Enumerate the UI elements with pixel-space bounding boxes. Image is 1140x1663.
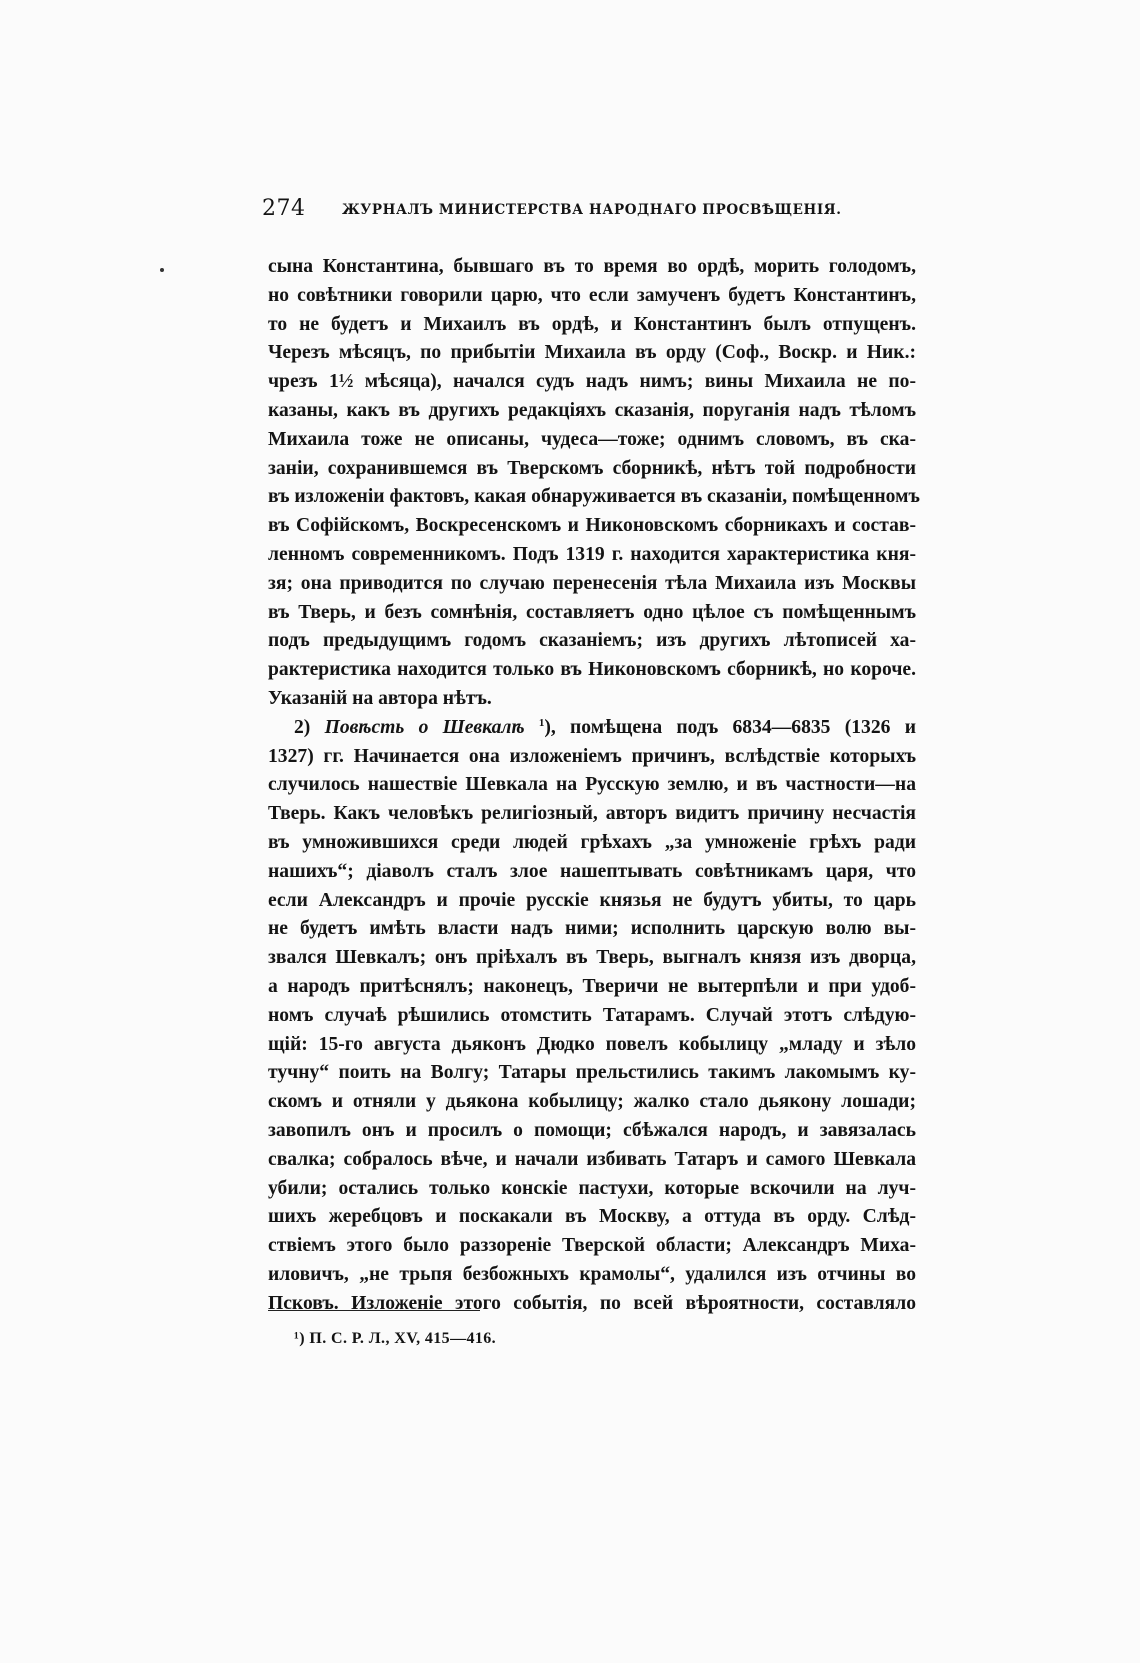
text-line: Псковъ. Изложеніе этого событія, по всей вѣроятности, составляло (268, 1292, 916, 1314)
text-line: убили; остались только конскіе пастухи, которые вскочили на луч- (268, 1177, 916, 1199)
text-line: сына Константина, бывшаго въ то время во ордѣ, морить голодомъ, (268, 256, 916, 277)
text-line: случилось нашествіе Шевкала на Русскую землю, и въ частности—на (268, 774, 916, 796)
page-number: 274 (262, 196, 306, 221)
text-line: въ изложеніи фактовъ, какая обнаруживается въ сказаніи, помѣщенномъ (268, 486, 920, 508)
text-line: зя; она приводится по случаю перенесенія тѣла Михаила изъ Москвы (268, 572, 916, 594)
text-line: тучну“ поить на Волгу; Татары прельстились такимъ лакомымъ ку- (268, 1062, 916, 1084)
text-line: свалка; собралось вѣче, и начали избивать Татаръ и самого Шевкала (268, 1148, 916, 1170)
body-text (268, 253, 920, 1318)
text-line: иловичъ, „не трьпя безбожныхъ крамолы“, удалился изъ отчины во (268, 1263, 916, 1285)
footnote (294, 1330, 496, 1348)
footnote-reference[interactable]: 1 (538, 716, 545, 729)
footnote-divider (268, 1310, 480, 1311)
page-header (262, 196, 912, 230)
footnote-mark: ¹) (294, 1330, 305, 1347)
text-line: подъ предыдущимъ годомъ сказаніемъ; изъ другихъ лѣтописей ха- (268, 630, 916, 652)
text-line: чрезъ 1½ мѣсяца), начался судъ надъ нимъ; вины Михаила не по- (268, 371, 916, 393)
footnote-text: П. С. Р. Л., XV, 415—416. (309, 1330, 497, 1347)
text-line: Указаній на автора нѣтъ. (268, 687, 492, 709)
text-line: звался Шевкалъ; онъ пріѣхалъ въ Тверь, выгналъ князя изъ дворца, (268, 947, 916, 969)
text-line: номъ случаѣ рѣшились отомстить Татарамъ. Случай этотъ слѣдую- (268, 1004, 916, 1026)
text-line: если Александръ и прочіе русскіе князья не будутъ убиты, то царь (268, 889, 916, 911)
item-2-first-line (268, 714, 916, 743)
text-line: то не будетъ и Михаилъ въ ордѣ, и Константинъ былъ отпущенъ. (268, 313, 916, 335)
text-line: ствіемъ этого было раззореніе Тверской области; Александръ Миха- (268, 1235, 916, 1257)
text-line: завопилъ онъ и просилъ о помощи; сбѣжался народъ, и завязалась (268, 1119, 916, 1141)
item-2-number: 2) (294, 716, 311, 738)
text-line: въ Тверь, и безъ сомнѣнія, составляетъ одно цѣлое съ помѣщеннымъ (268, 601, 916, 623)
text-line: въ Софійскомъ, Воскресенскомъ и Никоновскомъ сборникахъ и состав- (268, 515, 916, 537)
text-line: рактеристика находится только въ Никоновскомъ сборникѣ, но короче. (268, 659, 916, 681)
text-line: но совѣтники говорили царю, что если замученъ будетъ Константинъ, (268, 284, 916, 306)
text-line: ленномъ современникомъ. Подъ 1319 г. находится характеристика кня- (268, 543, 916, 565)
text-line: Тверь. Какъ человѣкъ религіозный, авторъ видитъ причину несчастія (268, 803, 916, 825)
text-line: Михаила тоже не описаны, чудеса—тоже; однимъ словомъ, въ ска- (268, 428, 916, 450)
text-line: а народъ притѣснялъ; наконецъ, Тверичи не вытерпѣли и при удоб- (268, 975, 916, 997)
text-line: щій: 15-го августа дьяконъ Дюдко повелъ кобылицу „младу и зѣло (268, 1033, 916, 1055)
text-line: казаны, какъ въ другихъ редакціяхъ сказанія, поруганія надъ тѣломъ (268, 399, 916, 421)
text-line: скомъ и отняли у дьякона кобылицу; жалко стало дьякону лошади; (268, 1091, 916, 1113)
text-line: шихъ жеребцовъ и поскакали въ Москву, а оттуда въ орду. Слѣд- (268, 1206, 916, 1228)
text-line: въ умножившихся среди людей грѣхахъ „за умноженіе грѣхъ ради (268, 831, 916, 853)
text-line: не будетъ имѣть власти надъ ними; исполнить царскую волю вы- (268, 918, 916, 940)
text-line: Черезъ мѣсяцъ, по прибытіи Михаила въ орду (Соф., Воскр. и Ник.: (268, 342, 916, 364)
text-line: 1327) гг. Начинается она изложеніемъ причинъ, вслѣдствіе которыхъ (268, 745, 916, 767)
item-2-first-line-rest: ), помѣщена подъ 6834—6835 (1326 и (544, 716, 916, 738)
text-line: нашихъ“; діаволъ сталъ злое нашептывать совѣтникамъ царя, что (268, 860, 916, 882)
text-line: заніи, сохранившемся въ Тверскомъ сборникѣ, нѣтъ той подробности (268, 457, 916, 479)
running-title: ЖУРНАЛЪ МИНИСТЕРСТВА НАРОДНАГО ПРОСВѢЩЕНІЯ. (342, 202, 842, 218)
item-2-title: Повѣсть о Шевкалѣ (324, 716, 525, 738)
margin-dot (160, 268, 164, 272)
